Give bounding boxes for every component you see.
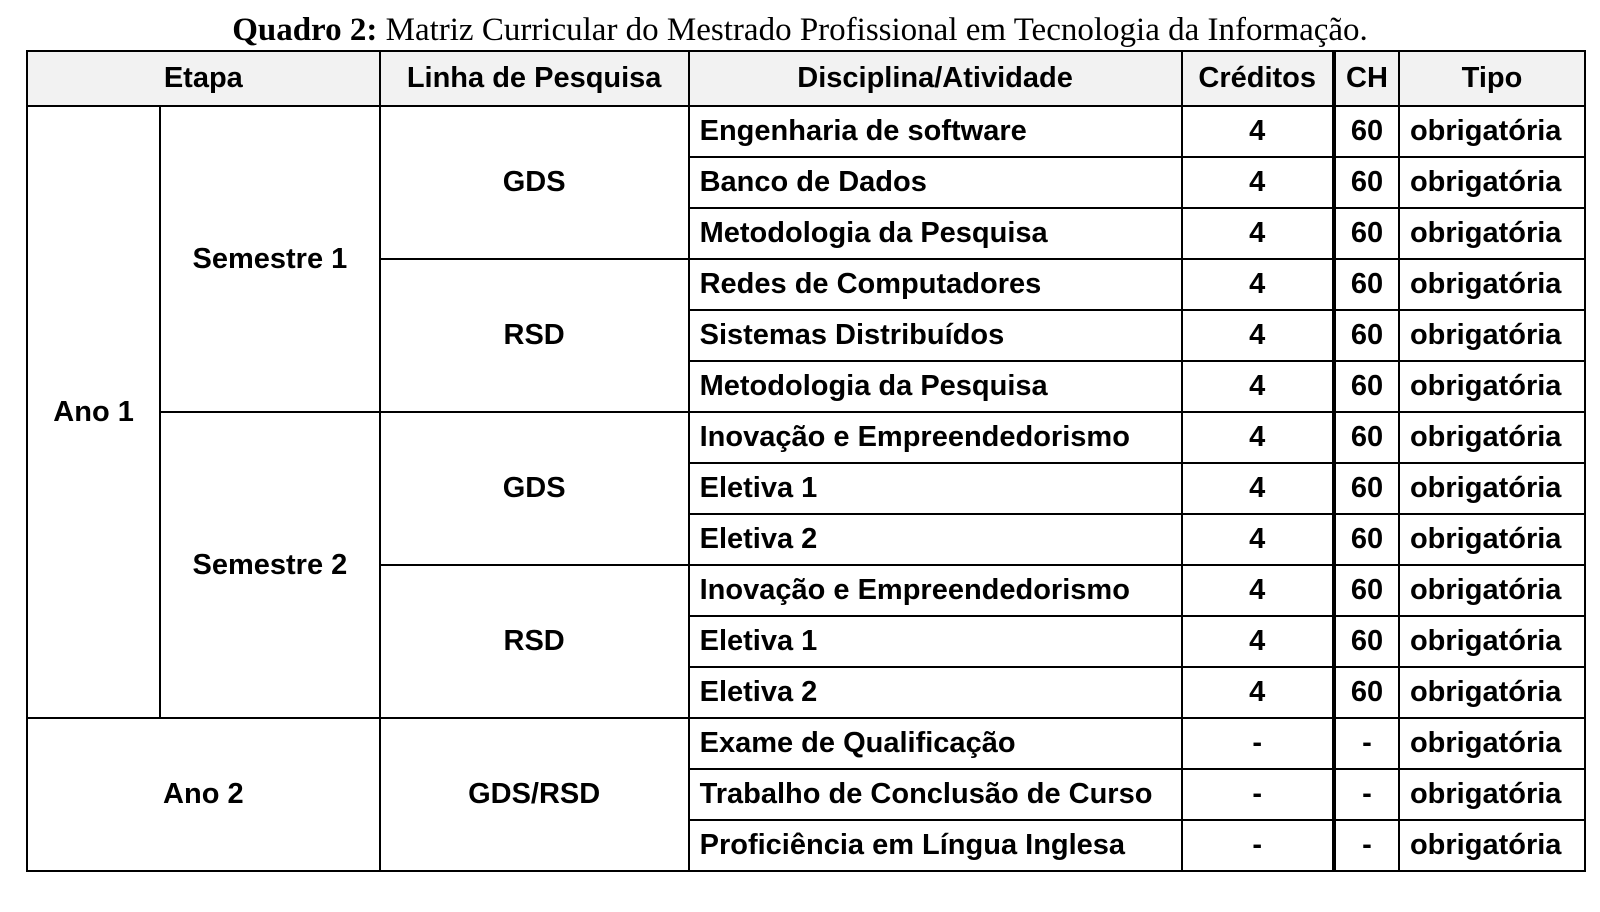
header-row [27, 51, 1585, 106]
creditos-cell: 4 [1182, 463, 1334, 514]
tipo-cell: obrigatória [1399, 412, 1585, 463]
disciplina-cell: Engenharia de software [689, 106, 1182, 157]
disciplina-cell: Metodologia da Pesquisa [689, 208, 1182, 259]
creditos-cell: - [1182, 718, 1334, 769]
etapa-ano-2: Ano 2 [27, 718, 380, 871]
tipo-cell: obrigatória [1399, 310, 1585, 361]
creditos-cell: 4 [1182, 565, 1334, 616]
ch-cell: 60 [1334, 565, 1399, 616]
header-creditos: Créditos [1182, 51, 1334, 106]
table-caption [0, 10, 1600, 50]
tipo-cell: obrigatória [1399, 463, 1585, 514]
linha-s2-gds: GDS [380, 412, 689, 565]
disciplina-cell: Eletiva 2 [689, 514, 1182, 565]
ch-cell: 60 [1334, 616, 1399, 667]
disciplina-cell: Redes de Computadores [689, 259, 1182, 310]
header-ch: CH [1334, 51, 1399, 106]
ch-cell: - [1334, 718, 1399, 769]
caption-label: Quadro 2: [232, 12, 378, 48]
ch-cell: - [1334, 820, 1399, 871]
creditos-cell: 4 [1182, 106, 1334, 157]
curriculum-table [26, 50, 1586, 872]
ch-cell: 60 [1334, 667, 1399, 718]
table-row [27, 718, 1585, 769]
tipo-cell: obrigatória [1399, 565, 1585, 616]
ch-cell: 60 [1334, 157, 1399, 208]
creditos-cell: 4 [1182, 667, 1334, 718]
disciplina-cell: Proficiência em Língua Inglesa [689, 820, 1182, 871]
tipo-cell: obrigatória [1399, 667, 1585, 718]
ch-cell: 60 [1334, 361, 1399, 412]
ch-cell: 60 [1334, 106, 1399, 157]
tipo-cell: obrigatória [1399, 106, 1585, 157]
linha-s2-rsd: RSD [380, 565, 689, 718]
tipo-cell: obrigatória [1399, 157, 1585, 208]
creditos-cell: 4 [1182, 412, 1334, 463]
tipo-cell: obrigatória [1399, 718, 1585, 769]
etapa-ano-1: Ano 1 [27, 106, 160, 718]
ch-cell: 60 [1334, 208, 1399, 259]
tipo-cell: obrigatória [1399, 361, 1585, 412]
tipo-cell: obrigatória [1399, 616, 1585, 667]
creditos-cell: 4 [1182, 616, 1334, 667]
linha-ano2-gds-rsd: GDS/RSD [380, 718, 689, 871]
header-etapa: Etapa [27, 51, 380, 106]
ch-cell: 60 [1334, 310, 1399, 361]
creditos-cell: - [1182, 820, 1334, 871]
disciplina-cell: Eletiva 2 [689, 667, 1182, 718]
header-disciplina: Disciplina/Atividade [689, 51, 1182, 106]
tipo-cell: obrigatória [1399, 208, 1585, 259]
disciplina-cell: Eletiva 1 [689, 616, 1182, 667]
tipo-cell: obrigatória [1399, 769, 1585, 820]
disciplina-cell: Metodologia da Pesquisa [689, 361, 1182, 412]
ch-cell: 60 [1334, 259, 1399, 310]
disciplina-cell: Exame de Qualificação [689, 718, 1182, 769]
tipo-cell: obrigatória [1399, 820, 1585, 871]
creditos-cell: 4 [1182, 310, 1334, 361]
etapa-semestre-1: Semestre 1 [160, 106, 380, 412]
ch-cell: 60 [1334, 514, 1399, 565]
header-linha-de-pesquisa: Linha de Pesquisa [380, 51, 689, 106]
etapa-semestre-2: Semestre 2 [160, 412, 380, 718]
creditos-cell: - [1182, 769, 1334, 820]
caption-text: Matriz Curricular do Mestrado Profissional em Tecnologia da Informação. [385, 12, 1368, 48]
disciplina-cell: Sistemas Distribuídos [689, 310, 1182, 361]
creditos-cell: 4 [1182, 361, 1334, 412]
ch-cell: 60 [1334, 463, 1399, 514]
disciplina-cell: Inovação e Empreendedorismo [689, 412, 1182, 463]
disciplina-cell: Eletiva 1 [689, 463, 1182, 514]
tipo-cell: obrigatória [1399, 259, 1585, 310]
tipo-cell: obrigatória [1399, 514, 1585, 565]
linha-s1-gds: GDS [380, 106, 689, 259]
table-row [27, 106, 1585, 157]
creditos-cell: 4 [1182, 514, 1334, 565]
creditos-cell: 4 [1182, 259, 1334, 310]
disciplina-cell: Banco de Dados [689, 157, 1182, 208]
disciplina-cell: Inovação e Empreendedorismo [689, 565, 1182, 616]
table-row [27, 412, 1585, 463]
creditos-cell: 4 [1182, 208, 1334, 259]
linha-s1-rsd: RSD [380, 259, 689, 412]
ch-cell: 60 [1334, 412, 1399, 463]
header-tipo: Tipo [1399, 51, 1585, 106]
disciplina-cell: Trabalho de Conclusão de Curso [689, 769, 1182, 820]
creditos-cell: 4 [1182, 157, 1334, 208]
ch-cell: - [1334, 769, 1399, 820]
